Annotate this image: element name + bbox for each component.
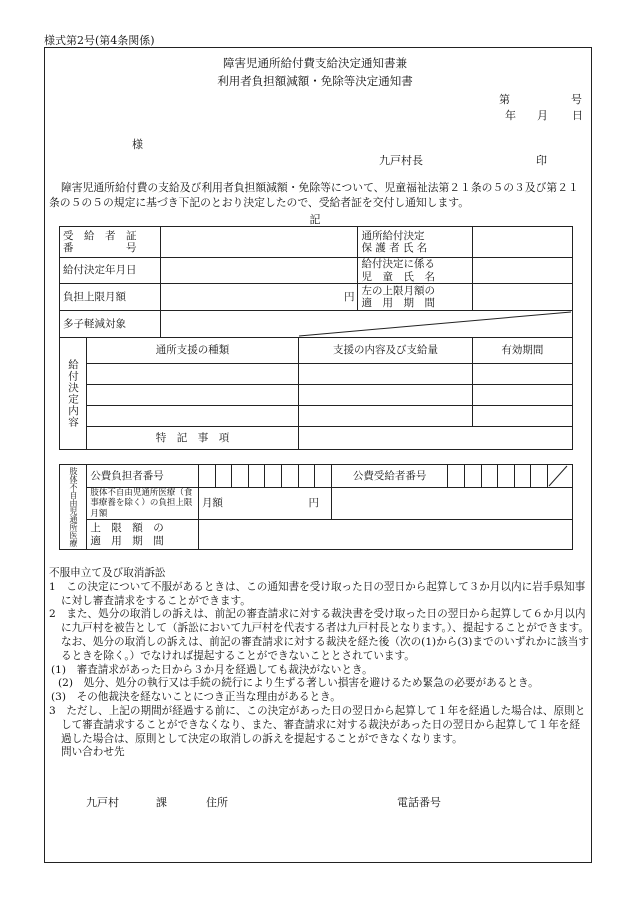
benefit-row-period — [472, 364, 572, 385]
recipient-no-value — [160, 227, 357, 258]
limit-label: 負担上限月額 — [60, 284, 161, 311]
decision-table — [59, 226, 573, 450]
issuer-name: 九戸村長 — [379, 154, 423, 167]
addressee-suffix: 様 — [132, 138, 143, 151]
contact-address: 住所 — [206, 796, 228, 809]
contact-phone: 電話番号 — [397, 796, 441, 809]
form-number: 様式第2号(第4条関係) — [44, 34, 155, 47]
doc-number-suffix: 号 — [571, 93, 582, 106]
guardian-name-value — [472, 227, 572, 258]
decision-date-value — [160, 258, 357, 284]
date-year: 年 — [505, 109, 516, 122]
child-name-label: 給付決定に係る 児 童 氏 名 — [358, 258, 472, 284]
child-name-value — [472, 258, 572, 284]
guardian-name-label: 通所給付決定 保 護 者 氏 名 — [358, 227, 472, 258]
recipient-no-label-public: 公費受給者番号 — [331, 465, 447, 488]
payer-digit — [198, 465, 215, 488]
payer-digit — [282, 465, 299, 488]
medical-limit-value: 月額 円 — [198, 488, 331, 520]
benefit-row-type — [86, 406, 299, 427]
col-content-amount: 支援の内容及び支給量 — [299, 338, 472, 364]
recipient-no-label: 受 給 者 証 番 号 — [60, 227, 161, 258]
notes-sub-2: (2) 処分、処分の執行又は手続の続行により生ずる著しい損害を避けるため緊急の必要があるとき。 — [58, 677, 539, 690]
recipient-digit — [531, 465, 548, 488]
seal-mark: 印 — [536, 154, 547, 167]
special-notes-value — [299, 427, 573, 450]
date-day: 日 — [572, 109, 583, 122]
col-service-type: 通所支援の種類 — [86, 338, 299, 364]
date-month: 月 — [537, 109, 548, 122]
benefit-row-content — [299, 385, 472, 406]
title-line-1: 障害児通所給付費支給決定通知書兼 — [223, 56, 407, 70]
diagonal-line — [548, 465, 568, 487]
notes-item-3: 3 ただし、上記の期間が経過する前に、この決定があった日の翌日から起算して１年を経過した場合は、原則として審査請求することができなくなり、また、審査請求に対する裁決があった日の翌日から起算して１年を経過した場合は、原則として決定の取消しの訴えを提起することができなくなります。 — [49, 704, 586, 745]
contact-section: 課 — [156, 796, 167, 809]
limit-period-label: 左の上限月額の 適 用 期 間 — [358, 284, 472, 311]
ki-label: 記 — [309, 213, 321, 226]
payer-digit — [265, 465, 282, 488]
notes-item-2: 2 また、処分の取消しの訴えは、前記の審査請求に対する裁決書を受け取った日の翌日から起算して６か月以内に九戸村を被告として（訴訟において九戸村を代表する者は九戸村長となります。）、提起することができます。なお、処分の取消しの訴えは、前記の審査請求に対する裁決を経た後（次の(1)から(3)までのいずれかに該当するときを除く。）でなければ提起することができないこととされています。 — [49, 608, 589, 662]
recipient-digit — [498, 465, 515, 488]
payer-digit — [315, 465, 332, 488]
notes-heading: 不服申立て及び取消訴訟 — [49, 567, 166, 579]
doc-number-prefix: 第 — [499, 93, 510, 106]
appeal-notes — [49, 567, 589, 760]
payer-digit — [232, 465, 249, 488]
multi-child-value — [160, 311, 572, 338]
diagonal-line — [161, 311, 572, 337]
payer-digit — [215, 465, 232, 488]
medical-period-value — [198, 520, 572, 550]
payer-digit — [298, 465, 315, 488]
special-notes-label: 特 記 事 項 — [86, 427, 299, 450]
medical-limit-label: 肢体不自由児通所医療（食事療養を除く）の負担上限月額 — [87, 488, 199, 520]
multi-child-label: 多子軽減対象 — [60, 311, 161, 338]
decision-date-label: 給付決定年月日 — [60, 258, 161, 284]
notes-item-1: 1 この決定について不服があるときは、この通知書を受け取った日の翌日から起算して３か月以内に岩手県知事に対し審査請求をすることができます。 — [49, 580, 586, 607]
notes-sub-3: (3) その他裁決を経ないことにつき正当な理由があるとき。 — [51, 691, 341, 704]
recipient-digit — [514, 465, 531, 488]
benefit-row-content — [299, 406, 472, 427]
public-expense-table — [59, 464, 573, 550]
benefit-vertical-label: 給付決定内容 — [60, 338, 87, 450]
benefit-row-content — [299, 364, 472, 385]
title-line-2: 利用者負担額減額・免除等決定通知書 — [217, 74, 413, 88]
benefit-row-period — [472, 385, 572, 406]
recipient-digit — [448, 465, 465, 488]
benefit-row-period — [472, 406, 572, 427]
contact-village: 九戸村 — [86, 796, 119, 809]
benefit-row-type — [86, 385, 299, 406]
limit-value: 円 — [160, 284, 357, 311]
payer-no-label: 公費負担者番号 — [87, 465, 199, 488]
payer-digit — [248, 465, 265, 488]
benefit-row-type — [86, 364, 299, 385]
notes-sub-1: (1) 審査請求があった日から３か月を経過しても裁決がないとき。 — [51, 663, 373, 676]
medical-side-label: 肢体不自由児通所医療 — [60, 465, 87, 550]
col-valid-period: 有効期間 — [472, 338, 572, 364]
medical-limit-blank — [331, 488, 572, 520]
recipient-digit — [481, 465, 498, 488]
recipient-digit-slashed — [548, 465, 573, 488]
contact-heading: 問い合わせ先 — [61, 746, 125, 759]
recipient-digit — [464, 465, 481, 488]
limit-period-value — [472, 284, 572, 311]
body-text: 障害児通所給付費の支給及び利用者負担額減額・免除等について、児童福祉法第２１条の５の３及び第２１条の５の５の規定に基づき下記のとおり決定したので、受給者証を交付し通知します。 — [49, 181, 579, 209]
medical-period-label: 上 限 額 の 適 用 期 間 — [87, 520, 199, 550]
